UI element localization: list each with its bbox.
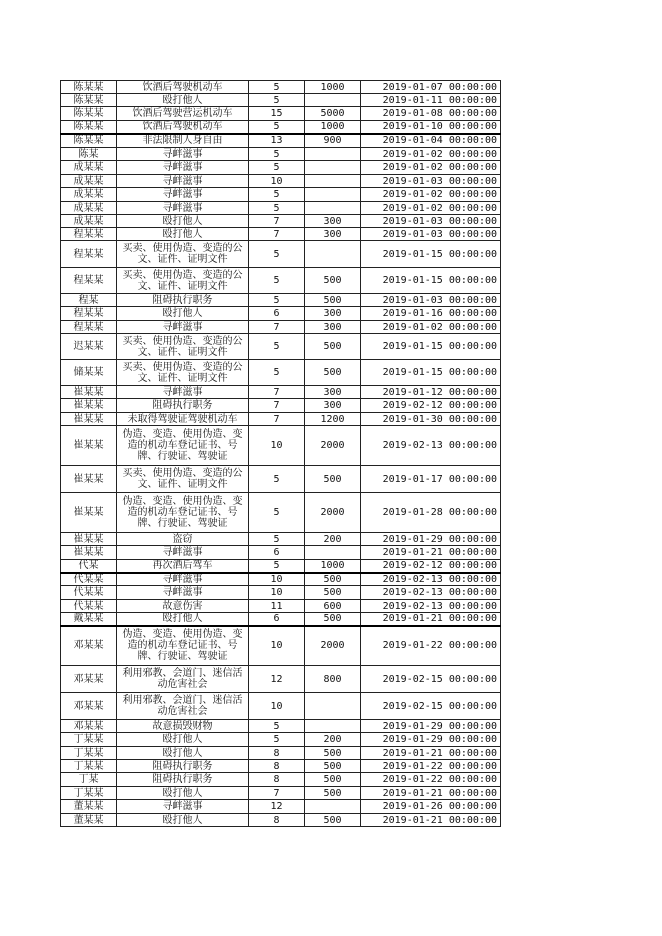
date-cell: 2019-01-02 00:00:00: [361, 188, 501, 202]
table-row: [61, 188, 501, 202]
date-cell: 2019-01-15 00:00:00: [361, 268, 501, 294]
detention-days-cell: 5: [249, 81, 305, 94]
detention-days-cell: 5: [249, 188, 305, 202]
table-row: [61, 760, 501, 773]
detention-days-cell: 7: [249, 321, 305, 334]
table-row: [61, 573, 501, 586]
reason-cell: 寻衅滋事: [117, 175, 249, 188]
date-cell: 2019-02-12 00:00:00: [361, 560, 501, 573]
detention-days-cell: 7: [249, 386, 305, 399]
detention-days-cell: 7: [249, 399, 305, 413]
name-cell: 邓某某: [61, 720, 117, 733]
fine-amount-cell: 300: [305, 321, 361, 334]
table-row: [61, 81, 501, 94]
table-row: [61, 733, 501, 747]
table-row: [61, 161, 501, 175]
date-cell: 2019-01-12 00:00:00: [361, 386, 501, 399]
detention-days-cell: 5: [249, 268, 305, 294]
date-cell: 2019-01-21 00:00:00: [361, 787, 501, 800]
detention-days-cell: 10: [249, 626, 305, 666]
date-cell: 2019-01-03 00:00:00: [361, 175, 501, 188]
date-cell: 2019-02-15 00:00:00: [361, 666, 501, 693]
reason-cell: 利用邪教、会道门、迷信活动危害社会: [117, 693, 249, 720]
name-cell: 丁某某: [61, 747, 117, 760]
reason-cell: 伪造、变造、使用伪造、变造的机动车登记证书、号牌、行驶证、驾驶证: [117, 626, 249, 666]
name-cell: 代某某: [61, 573, 117, 586]
detention-days-cell: 10: [249, 573, 305, 586]
detention-days-cell: 5: [249, 560, 305, 573]
table-row: [61, 360, 501, 386]
table-row: [61, 586, 501, 600]
name-cell: 成某某: [61, 161, 117, 175]
table-row: [61, 493, 501, 533]
date-cell: 2019-01-26 00:00:00: [361, 800, 501, 814]
detention-days-cell: 15: [249, 107, 305, 121]
reason-cell: 再次酒后驾车: [117, 560, 249, 573]
detention-days-cell: 5: [249, 294, 305, 307]
detention-days-cell: 5: [249, 334, 305, 360]
date-cell: 2019-02-13 00:00:00: [361, 573, 501, 586]
fine-amount-cell: 500: [305, 334, 361, 360]
date-cell: 2019-01-03 00:00:00: [361, 228, 501, 241]
detention-days-cell: 12: [249, 666, 305, 693]
fine-amount-cell: 2000: [305, 426, 361, 466]
table-row: [61, 334, 501, 360]
name-cell: 崔某某: [61, 413, 117, 426]
date-cell: 2019-01-02 00:00:00: [361, 161, 501, 175]
reason-cell: 饮酒后驾驶机动车: [117, 121, 249, 134]
detention-days-cell: 10: [249, 586, 305, 600]
date-cell: 2019-01-29 00:00:00: [361, 533, 501, 546]
date-cell: 2019-01-15 00:00:00: [361, 334, 501, 360]
date-cell: 2019-01-07 00:00:00: [361, 81, 501, 94]
date-cell: 2019-01-29 00:00:00: [361, 733, 501, 747]
detention-days-cell: 12: [249, 800, 305, 814]
date-cell: 2019-02-13 00:00:00: [361, 586, 501, 600]
name-cell: 程某某: [61, 307, 117, 321]
fine-amount-cell: 600: [305, 600, 361, 613]
table-row: [61, 121, 501, 134]
date-cell: 2019-01-02 00:00:00: [361, 148, 501, 161]
fine-amount-cell: [305, 241, 361, 268]
reason-cell: 殴打他人: [117, 613, 249, 626]
date-cell: 2019-01-03 00:00:00: [361, 215, 501, 228]
table-row: [61, 600, 501, 613]
name-cell: 丁某某: [61, 760, 117, 773]
fine-amount-cell: [305, 94, 361, 107]
name-cell: 陈某: [61, 148, 117, 161]
table-row: [61, 814, 501, 827]
table-row: [61, 773, 501, 787]
fine-amount-cell: 1000: [305, 81, 361, 94]
date-cell: 2019-01-03 00:00:00: [361, 294, 501, 307]
fine-amount-cell: [305, 188, 361, 202]
reason-cell: 殴打他人: [117, 814, 249, 827]
detention-days-cell: 7: [249, 787, 305, 800]
name-cell: 陈某某: [61, 94, 117, 107]
date-cell: 2019-01-16 00:00:00: [361, 307, 501, 321]
reason-cell: 寻衅滋事: [117, 546, 249, 560]
date-cell: 2019-01-22 00:00:00: [361, 773, 501, 787]
fine-amount-cell: 800: [305, 666, 361, 693]
detention-days-cell: 10: [249, 426, 305, 466]
fine-amount-cell: 500: [305, 573, 361, 586]
detention-days-cell: 10: [249, 175, 305, 188]
name-cell: 丁某某: [61, 787, 117, 800]
table-row: [61, 626, 501, 666]
detention-days-cell: 5: [249, 493, 305, 533]
date-cell: 2019-01-17 00:00:00: [361, 466, 501, 493]
reason-cell: 阻碍执行职务: [117, 760, 249, 773]
name-cell: 代某某: [61, 600, 117, 613]
reason-cell: 殴打他人: [117, 94, 249, 107]
name-cell: 邓某某: [61, 666, 117, 693]
fine-amount-cell: [305, 161, 361, 175]
name-cell: 董某某: [61, 814, 117, 827]
detention-days-cell: 5: [249, 148, 305, 161]
fine-amount-cell: 200: [305, 733, 361, 747]
reason-cell: 寻衅滋事: [117, 202, 249, 215]
reason-cell: 阻碍执行职务: [117, 773, 249, 787]
table-row: [61, 134, 501, 148]
reason-cell: 殴打他人: [117, 733, 249, 747]
date-cell: 2019-01-28 00:00:00: [361, 493, 501, 533]
date-cell: 2019-01-04 00:00:00: [361, 134, 501, 148]
table-row: [61, 747, 501, 760]
detention-days-cell: 5: [249, 202, 305, 215]
table-row: [61, 321, 501, 334]
reason-cell: 利用邪教、会道门、迷信活动危害社会: [117, 666, 249, 693]
date-cell: 2019-02-12 00:00:00: [361, 399, 501, 413]
reason-cell: 寻衅滋事: [117, 188, 249, 202]
detention-days-cell: 8: [249, 814, 305, 827]
name-cell: 储某某: [61, 360, 117, 386]
table-row: [61, 426, 501, 466]
name-cell: 程某某: [61, 228, 117, 241]
reason-cell: 买卖、使用伪造、变造的公文、证件、证明文件: [117, 466, 249, 493]
fine-amount-cell: 1000: [305, 121, 361, 134]
fine-amount-cell: 2000: [305, 493, 361, 533]
table-row: [61, 202, 501, 215]
reason-cell: 伪造、变造、使用伪造、变造的机动车登记证书、号牌、行驶证、驾驶证: [117, 493, 249, 533]
detention-days-cell: 5: [249, 733, 305, 747]
date-cell: 2019-01-21 00:00:00: [361, 814, 501, 827]
name-cell: 代某: [61, 560, 117, 573]
reason-cell: 买卖、使用伪造、变造的公文、证件、证明文件: [117, 268, 249, 294]
table-row: [61, 787, 501, 800]
date-cell: 2019-02-13 00:00:00: [361, 600, 501, 613]
reason-cell: 寻衅滋事: [117, 148, 249, 161]
name-cell: 戴某某: [61, 613, 117, 626]
name-cell: 程某某: [61, 241, 117, 268]
date-cell: 2019-01-11 00:00:00: [361, 94, 501, 107]
name-cell: 陈某某: [61, 107, 117, 121]
name-cell: 崔某某: [61, 386, 117, 399]
reason-cell: 寻衅滋事: [117, 161, 249, 175]
detention-days-cell: 5: [249, 94, 305, 107]
table-row: [61, 466, 501, 493]
detention-days-cell: 6: [249, 613, 305, 626]
date-cell: 2019-01-02 00:00:00: [361, 202, 501, 215]
detention-days-cell: 5: [249, 241, 305, 268]
date-cell: 2019-01-15 00:00:00: [361, 241, 501, 268]
date-cell: 2019-01-15 00:00:00: [361, 360, 501, 386]
table-row: [61, 613, 501, 626]
name-cell: 陈某某: [61, 81, 117, 94]
fine-amount-cell: [305, 800, 361, 814]
records-table: [60, 80, 501, 827]
fine-amount-cell: 500: [305, 466, 361, 493]
table-row: [61, 546, 501, 560]
detention-days-cell: 6: [249, 546, 305, 560]
table-row: [61, 94, 501, 107]
fine-amount-cell: 900: [305, 134, 361, 148]
fine-amount-cell: 500: [305, 787, 361, 800]
fine-amount-cell: 500: [305, 613, 361, 626]
fine-amount-cell: 5000: [305, 107, 361, 121]
fine-amount-cell: 1000: [305, 560, 361, 573]
name-cell: 崔某某: [61, 493, 117, 533]
name-cell: 成某某: [61, 202, 117, 215]
date-cell: 2019-02-13 00:00:00: [361, 426, 501, 466]
detention-days-cell: 5: [249, 720, 305, 733]
name-cell: 邓某某: [61, 693, 117, 720]
table-row: [61, 228, 501, 241]
detention-days-cell: 5: [249, 360, 305, 386]
date-cell: 2019-01-29 00:00:00: [361, 720, 501, 733]
fine-amount-cell: 500: [305, 747, 361, 760]
reason-cell: 寻衅滋事: [117, 800, 249, 814]
name-cell: 成某某: [61, 215, 117, 228]
date-cell: 2019-01-21 00:00:00: [361, 546, 501, 560]
table-row: [61, 107, 501, 121]
detention-days-cell: 5: [249, 161, 305, 175]
name-cell: 迟某某: [61, 334, 117, 360]
reason-cell: 非法限制人身自由: [117, 134, 249, 148]
date-cell: 2019-01-21 00:00:00: [361, 613, 501, 626]
name-cell: 董某某: [61, 800, 117, 814]
fine-amount-cell: 300: [305, 215, 361, 228]
name-cell: 程某某: [61, 321, 117, 334]
fine-amount-cell: 1200: [305, 413, 361, 426]
reason-cell: 寻衅滋事: [117, 586, 249, 600]
date-cell: 2019-01-10 00:00:00: [361, 121, 501, 134]
table-row: [61, 386, 501, 399]
name-cell: 成某某: [61, 175, 117, 188]
detention-days-cell: 8: [249, 773, 305, 787]
fine-amount-cell: 500: [305, 268, 361, 294]
fine-amount-cell: 500: [305, 294, 361, 307]
table-row: [61, 720, 501, 733]
fine-amount-cell: 500: [305, 586, 361, 600]
name-cell: 崔某某: [61, 466, 117, 493]
detention-days-cell: 7: [249, 413, 305, 426]
name-cell: 丁某: [61, 773, 117, 787]
reason-cell: 殴打他人: [117, 228, 249, 241]
fine-amount-cell: 200: [305, 533, 361, 546]
table-row: [61, 175, 501, 188]
detention-days-cell: 8: [249, 747, 305, 760]
fine-amount-cell: [305, 148, 361, 161]
table-row: [61, 560, 501, 573]
fine-amount-cell: [305, 720, 361, 733]
table-row: [61, 693, 501, 720]
date-cell: 2019-01-30 00:00:00: [361, 413, 501, 426]
fine-amount-cell: 500: [305, 814, 361, 827]
name-cell: 陈某某: [61, 121, 117, 134]
table-row: [61, 294, 501, 307]
name-cell: 程某: [61, 294, 117, 307]
detention-days-cell: 8: [249, 760, 305, 773]
reason-cell: 未取得驾驶证驾驶机动车: [117, 413, 249, 426]
fine-amount-cell: [305, 202, 361, 215]
detention-days-cell: 5: [249, 466, 305, 493]
fine-amount-cell: 500: [305, 360, 361, 386]
reason-cell: 殴打他人: [117, 747, 249, 760]
detention-days-cell: 7: [249, 215, 305, 228]
reason-cell: 买卖、使用伪造、变造的公文、证件、证明文件: [117, 334, 249, 360]
records-table-body: [61, 81, 501, 827]
date-cell: 2019-01-08 00:00:00: [361, 107, 501, 121]
detention-days-cell: 5: [249, 533, 305, 546]
reason-cell: 寻衅滋事: [117, 386, 249, 399]
reason-cell: 寻衅滋事: [117, 321, 249, 334]
table-row: [61, 148, 501, 161]
table-row: [61, 533, 501, 546]
table-row: [61, 241, 501, 268]
fine-amount-cell: [305, 175, 361, 188]
detention-days-cell: 13: [249, 134, 305, 148]
reason-cell: 殴打他人: [117, 787, 249, 800]
fine-amount-cell: [305, 546, 361, 560]
name-cell: 崔某某: [61, 399, 117, 413]
table-row: [61, 800, 501, 814]
date-cell: 2019-01-22 00:00:00: [361, 760, 501, 773]
fine-amount-cell: 300: [305, 228, 361, 241]
reason-cell: 买卖、使用伪造、变造的公文、证件、证明文件: [117, 360, 249, 386]
reason-cell: 买卖、使用伪造、变造的公文、证件、证明文件: [117, 241, 249, 268]
fine-amount-cell: 300: [305, 307, 361, 321]
fine-amount-cell: [305, 693, 361, 720]
name-cell: 代某某: [61, 586, 117, 600]
table-row: [61, 666, 501, 693]
date-cell: 2019-01-22 00:00:00: [361, 626, 501, 666]
detention-days-cell: 10: [249, 693, 305, 720]
reason-cell: 故意伤害: [117, 600, 249, 613]
reason-cell: 饮酒后驾驶营运机动车: [117, 107, 249, 121]
name-cell: 崔某某: [61, 546, 117, 560]
date-cell: 2019-02-15 00:00:00: [361, 693, 501, 720]
name-cell: 邓某某: [61, 626, 117, 666]
table-row: [61, 268, 501, 294]
name-cell: 陈某某: [61, 134, 117, 148]
table-row: [61, 413, 501, 426]
detention-days-cell: 6: [249, 307, 305, 321]
fine-amount-cell: 300: [305, 399, 361, 413]
detention-days-cell: 5: [249, 121, 305, 134]
name-cell: 崔某某: [61, 533, 117, 546]
reason-cell: 殴打他人: [117, 307, 249, 321]
fine-amount-cell: 500: [305, 773, 361, 787]
fine-amount-cell: 2000: [305, 626, 361, 666]
date-cell: 2019-01-21 00:00:00: [361, 747, 501, 760]
reason-cell: 故意损毁财物: [117, 720, 249, 733]
detention-days-cell: 7: [249, 228, 305, 241]
reason-cell: 阻碍执行职务: [117, 399, 249, 413]
table-row: [61, 215, 501, 228]
reason-cell: 伪造、变造、使用伪造、变造的机动车登记证书、号牌、行驶证、驾驶证: [117, 426, 249, 466]
fine-amount-cell: 500: [305, 760, 361, 773]
detention-days-cell: 11: [249, 600, 305, 613]
reason-cell: 盗窃: [117, 533, 249, 546]
reason-cell: 阻碍执行职务: [117, 294, 249, 307]
name-cell: 程某某: [61, 268, 117, 294]
fine-amount-cell: 300: [305, 386, 361, 399]
name-cell: 崔某某: [61, 426, 117, 466]
reason-cell: 饮酒后驾驶机动车: [117, 81, 249, 94]
reason-cell: 殴打他人: [117, 215, 249, 228]
reason-cell: 寻衅滋事: [117, 573, 249, 586]
date-cell: 2019-01-02 00:00:00: [361, 321, 501, 334]
name-cell: 成某某: [61, 188, 117, 202]
name-cell: 丁某某: [61, 733, 117, 747]
table-row: [61, 307, 501, 321]
table-row: [61, 399, 501, 413]
